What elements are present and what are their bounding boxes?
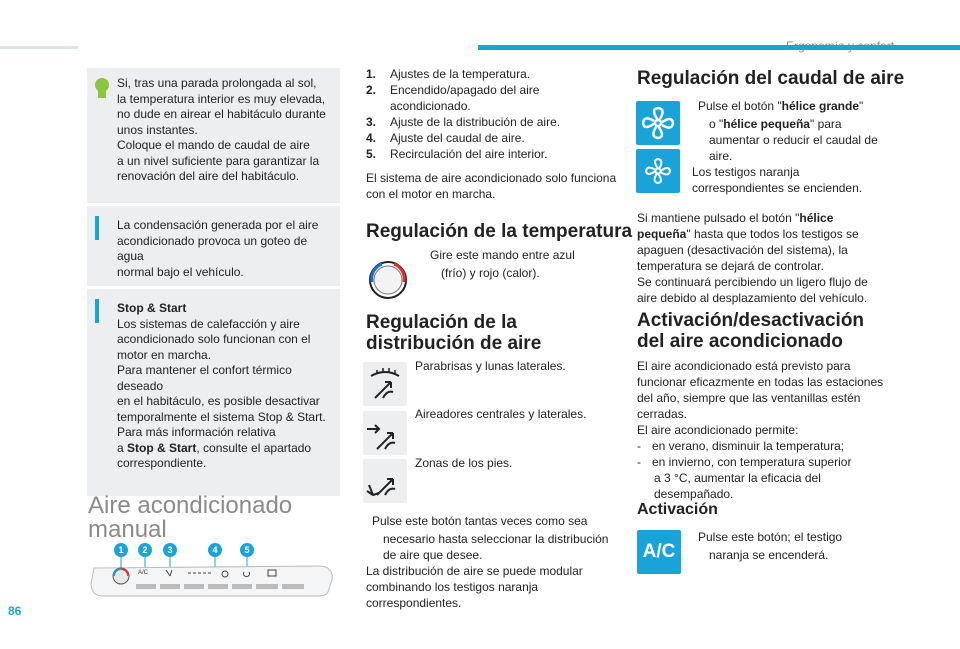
large-fan-icon (636, 101, 680, 145)
activation-heading: Activación (637, 501, 718, 518)
note-box-condensation (87, 206, 340, 286)
activation-instruction: Pulse este botón; el testigo naranja se encenderá. (698, 530, 843, 562)
panel-label-1: 1 (118, 545, 124, 555)
list-item: 2. Encendido/apagado del aire acondicionado. (366, 83, 540, 113)
note-line: a un nivel suficiente para garantizar la (117, 153, 320, 168)
note-line: no dude en airear el habitáculo durante (117, 107, 326, 121)
temperature-knob-icon (364, 256, 412, 304)
temperature-instruction: Gire este mando entre azul (frío) y rojo (calor). (430, 248, 575, 280)
note-line: Si, tras una parada prolongada al sol, (117, 76, 317, 90)
note-line: acondicionado solo funcionan con el (117, 332, 311, 346)
distribution-mode-label: Parabrisas y lunas laterales. (415, 359, 566, 373)
windscreen-icon (363, 362, 407, 406)
note-box-sun (87, 68, 340, 203)
note-line: Para más información relativa (117, 425, 276, 439)
distribution-mode-label: Aireadores centrales y laterales. (415, 407, 587, 421)
note-line: motor en marcha. (117, 347, 212, 362)
distribution-mode-label: Zonas de los pies. (415, 456, 513, 470)
ac-description: El aire acondicionado está previsto para funcionar eficazmente en todas las estaciones del año, siempre que las ventanillas estén cerradas. El aire acondicionado permite: - en verano, disminuir la temperatura; - en invierno, con temperatura superior a 3 °C, aumentar la eficacia del desempañado. (637, 359, 884, 501)
airflow-hold-text: Si mantiene pulsado el botón "hélice pequeña" hasta que todos los testigos se apaguen (desactivación del sistema), la temperatura se dejará de controlar. Se continuará percibiendo un ligero flujo de aire debido al desplazamiento del vehículo. (637, 211, 868, 305)
footwell-mode-tile (363, 459, 407, 503)
note-line: acondicionado provoca un goteo de agua (117, 233, 308, 263)
distribution-heading: Regulación de la distribución de aire (366, 312, 542, 354)
windscreen-mode-tile (363, 362, 407, 406)
list-item: 1. Ajustes de la temperatura. (366, 67, 531, 81)
temperature-heading: Regulación de la temperatura (366, 221, 633, 242)
note-line: La condensación generada por el aire (117, 218, 319, 232)
central-vents-mode-tile (363, 411, 407, 455)
note-line: Los sistemas de calefacción y aire (117, 316, 300, 331)
large-fan-tile (636, 101, 680, 145)
central-vents-icon (363, 411, 407, 455)
list-item: 4. Ajuste del caudal de aire. (366, 131, 525, 145)
note-line: correspondiente. (117, 456, 207, 470)
note-box-stop-start (87, 289, 340, 496)
panel-label-4: 4 (212, 545, 218, 555)
panel-label-2: 2 (142, 545, 148, 555)
info-marker-icon (95, 216, 99, 240)
lightbulb-icon (95, 78, 109, 100)
note-line: unos instantes. (117, 122, 198, 137)
note-line: renovación del aire del habitáculo. (117, 169, 300, 183)
panel-ac-label: A/C (138, 570, 149, 576)
distribution-instruction: Pulse este botón tantas veces como sea necesario hasta seleccionar la distribución de aire que desee. La distribución de aire se puede modular combinando los testigos naranja correspondientes. (366, 514, 609, 610)
list-item: 5. Recirculación del aire interior. (366, 147, 548, 161)
list-item: 3. Ajuste de la distribución de aire. (366, 115, 561, 129)
note-title: Stop & Start (117, 301, 187, 315)
note-line: normal bajo el vehículo. (117, 264, 244, 279)
info-marker-icon (95, 299, 99, 323)
note-line: en el habitáculo, es posible desactivar (117, 394, 320, 408)
control-panel-diagram (88, 540, 338, 600)
page-number: 86 (8, 604, 22, 618)
note-line: a Stop & Start, consulte el apartado (117, 440, 312, 455)
ac-button-tile: A/C (637, 530, 681, 574)
airflow-heading: Regulación del caudal de aire (637, 68, 905, 89)
note-line: la temperatura interior es muy elevada, (117, 91, 326, 106)
airflow-instruction: Pulse el botón "hélice grande" o "hélice pequeña" para aumentar o reducir el caudal de aire. Los testigos naranja correspondientes se encienden. (692, 99, 878, 195)
panel-label-5: 5 (244, 545, 250, 555)
header-rule-left (0, 46, 78, 49)
small-fan-tile (636, 149, 680, 193)
ac-activation-heading: Activación/desactivación del aire acondicionado (637, 310, 865, 352)
section-title: Aire acondicionado manual (88, 492, 293, 543)
header-rule-right (478, 45, 960, 50)
panel-label-3: 3 (167, 545, 173, 555)
small-fan-icon (636, 149, 680, 193)
footwell-icon (363, 459, 407, 503)
intro-text: El sistema de aire acondicionado solo funciona con el motor en marcha. (366, 171, 617, 201)
note-line: Para mantener el confort térmico deseado (117, 363, 292, 393)
stop-start-ref: Stop & Start (127, 440, 197, 455)
controls-list (366, 66, 616, 202)
note-line: Coloque el mando de caudal de aire (117, 138, 310, 152)
note-line: temporalmente el sistema Stop & Start. (117, 409, 326, 424)
